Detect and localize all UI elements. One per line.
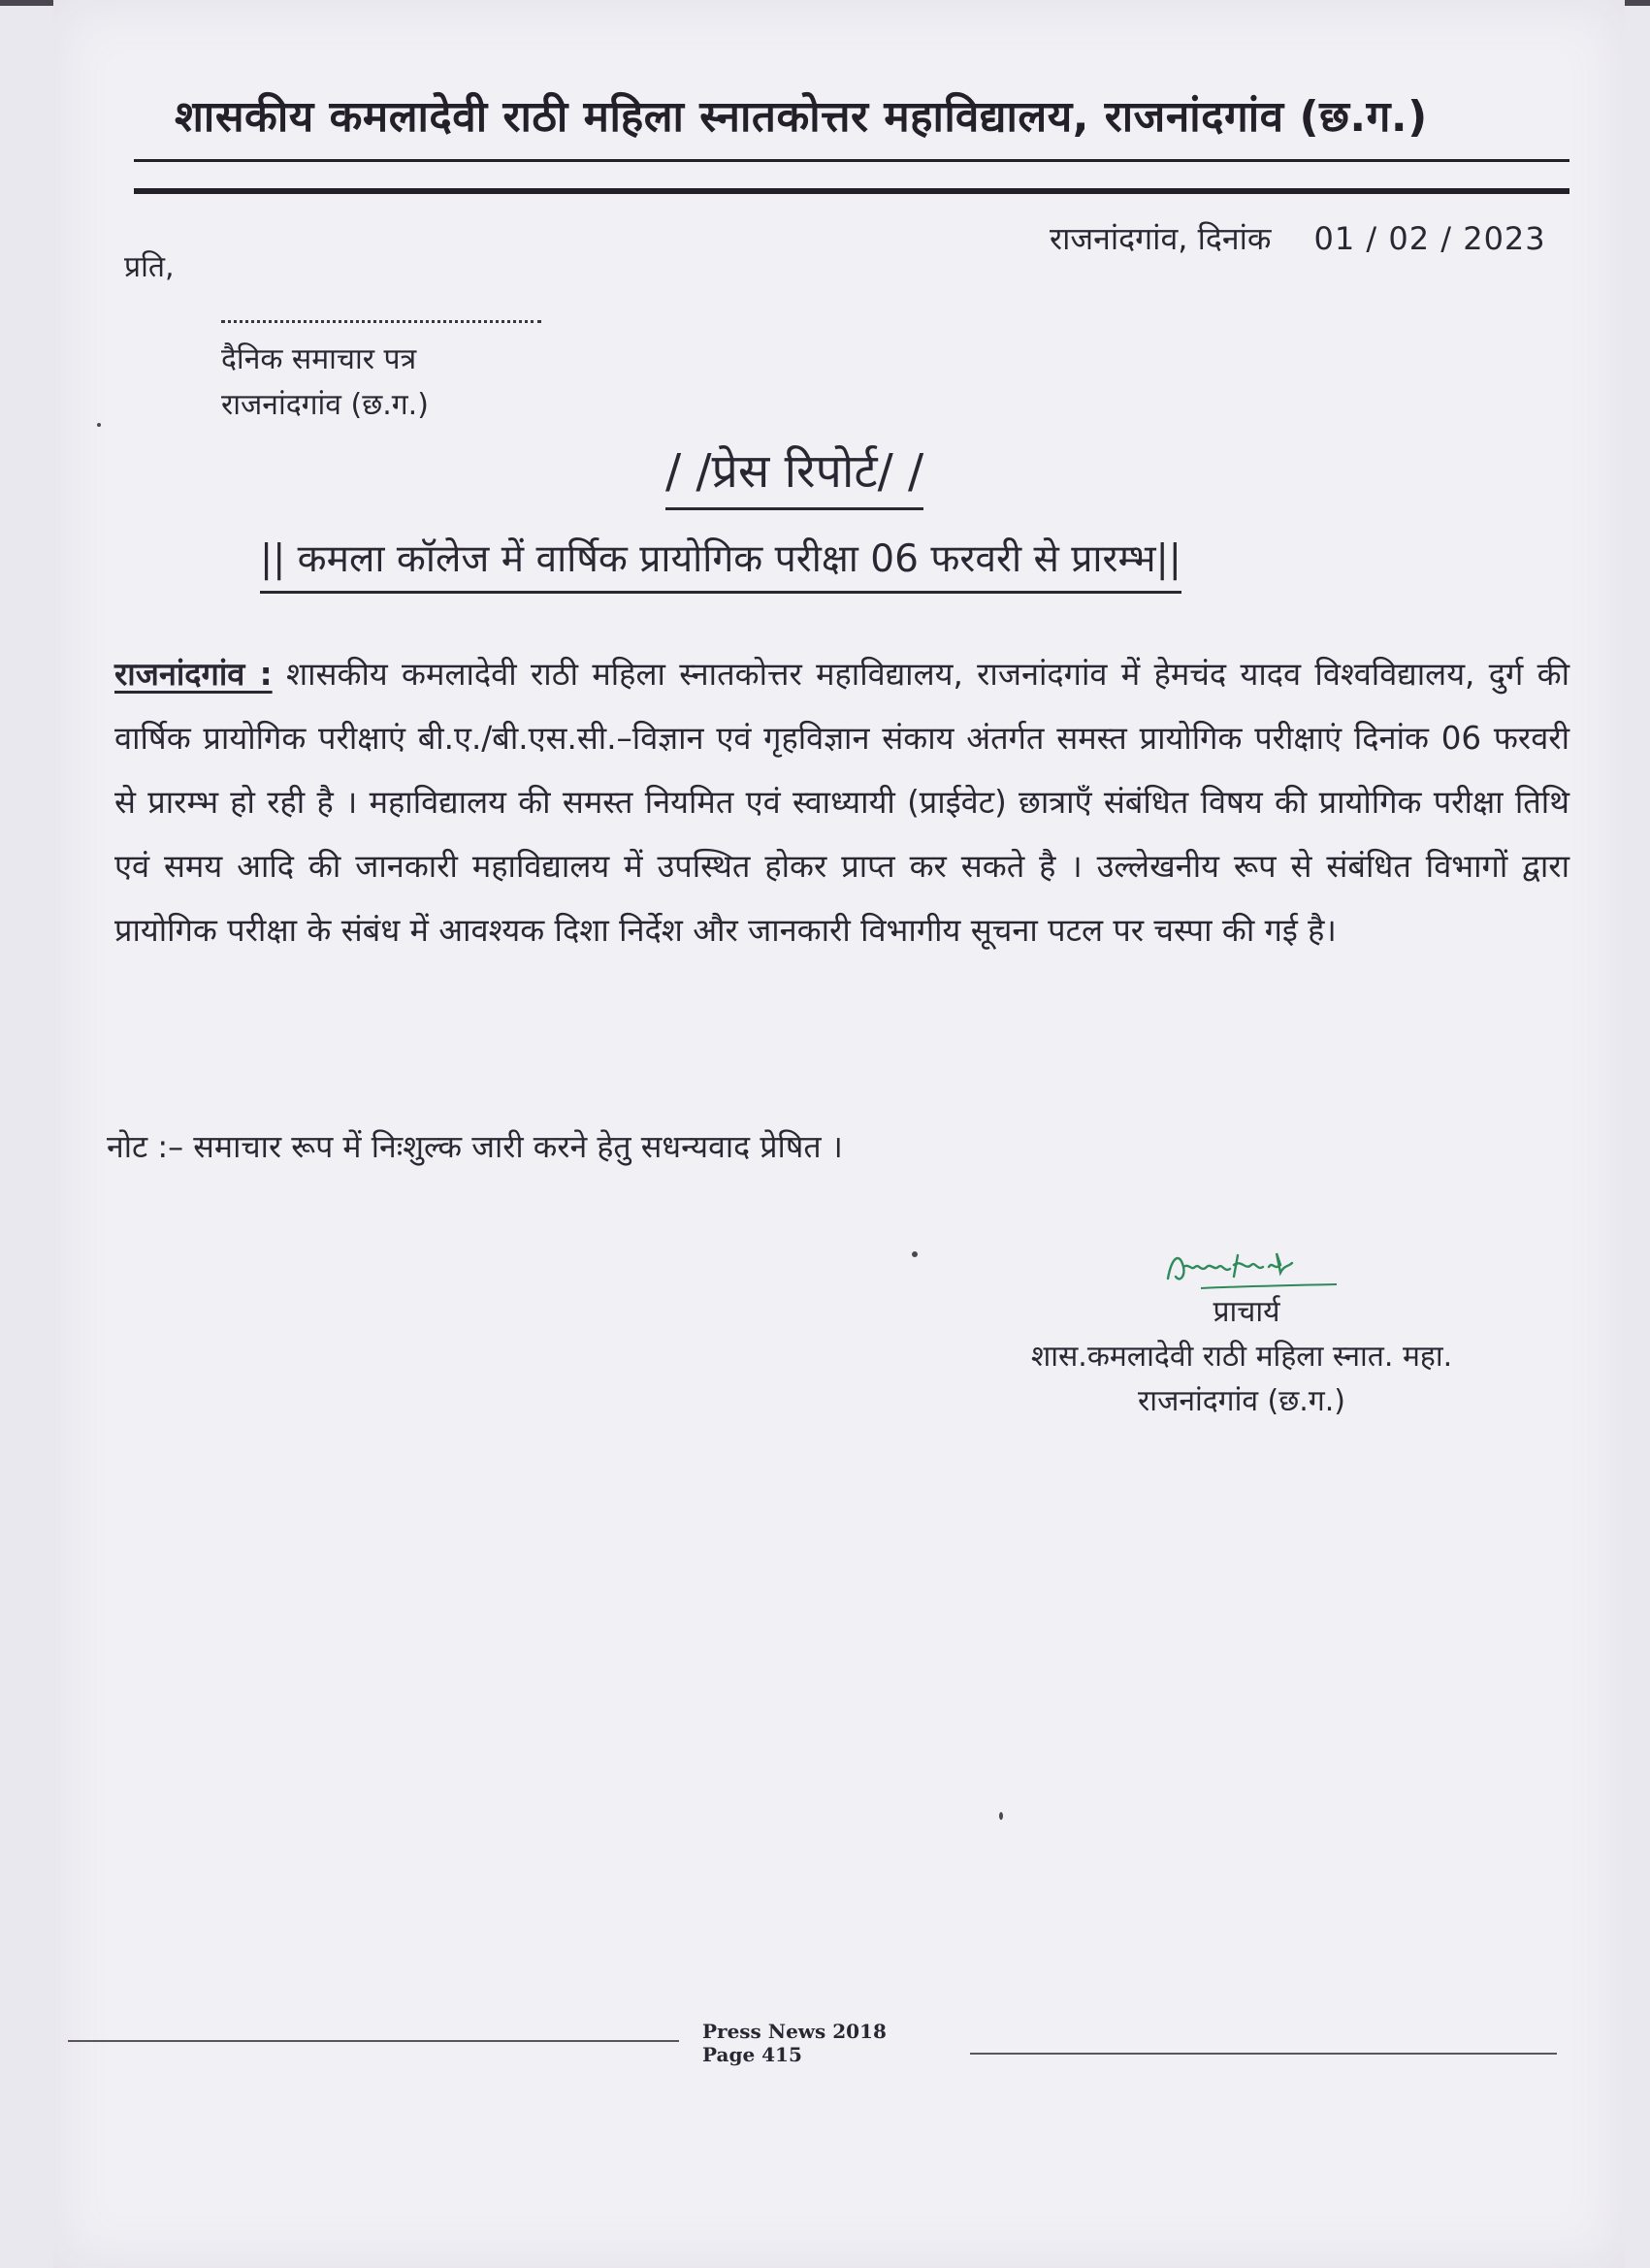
recipient-blank-line bbox=[221, 301, 541, 323]
footer-rule-right bbox=[970, 2053, 1557, 2055]
recipient-line-1: दैनिक समाचार पत्र bbox=[221, 342, 417, 376]
document-title: / /प्रेस रिपोर्ट/ / bbox=[665, 438, 923, 510]
signatory-line-1: शास.कमलादेवी राठी महिला स्नात. महा. bbox=[1030, 1340, 1453, 1374]
salutation: प्रति, bbox=[124, 250, 175, 284]
body-text: शासकीय कमलादेवी राठी महिला स्नातकोत्तर महाविद्यालय, राजनांदगांव में हेमचंद यादव विश्वविद्यालय, दुर्ग की वार्षिक प्रायोगिक परीक्षाएं बी.ए./बी.एस.सी.–विज्ञान एवं गृहविज्ञान संकाय अंतर्गत समस्त प्रायोगिक परीक्षाएं दिनांक 06 फरवरी से प्रारम्भ हो रही है । महाविद्यालय की समस्त नियमित एवं स्वाध्यायी (प्राईवेट) छात्राएँ संबंधित विषय की प्रायोगिक परीक्षा तिथि एवं समय आदि की जानकारी महाविद्यालय में उपस्थित होकर प्राप्त कर सकते है । उल्लेखनीय रूप से संबंधित विभागों द्वारा प्रायोगिक परीक्षा के संबंध में आवश्यक दिशा निर्देश और जानकारी विभागीय सूचना पटल पर चस्पा की गई है। bbox=[114, 656, 1569, 949]
letterhead-title: शासकीय कमलादेवी राठी महिला स्नातकोत्तर महाविद्यालय, राजनांदगांव (छ.ग.) bbox=[175, 92, 1428, 142]
scan-speck bbox=[999, 1812, 1003, 1820]
signatory-line-2: राजनांदगांव (छ.ग.) bbox=[1138, 1384, 1345, 1418]
signature-scribble bbox=[1162, 1238, 1356, 1296]
scan-speck bbox=[97, 423, 101, 427]
scan-speck bbox=[912, 1251, 918, 1257]
letterhead-rule-thin bbox=[134, 159, 1569, 162]
signatory-block bbox=[970, 1290, 1513, 1424]
footer-page-label: Press News 2018 Page 415 bbox=[702, 2020, 887, 2066]
note-line: नोट :– समाचार रूप में निःशुल्क जारी करने हेतु सधन्यवाद प्रेषित । bbox=[107, 1128, 843, 1165]
document-subtitle: || कमला कॉलेज में वार्षिक प्रायोगिक परीक्षा 06 फरवरी से प्रारम्भ|| bbox=[260, 532, 1181, 594]
footer-rule-left bbox=[68, 2040, 679, 2042]
letterhead-rule-thick bbox=[134, 188, 1569, 194]
body-paragraph bbox=[114, 642, 1569, 962]
dateline bbox=[1050, 217, 1546, 259]
signatory-role: प्राचार्य bbox=[1213, 1295, 1280, 1329]
dateline-date: 01 / 02 / 2023 bbox=[1313, 220, 1546, 257]
body-place: राजनांदगांव : bbox=[114, 656, 273, 693]
dateline-label: राजनांदगांव, दिनांक bbox=[1050, 220, 1272, 257]
recipient-line-2: राजनांदगांव (छ.ग.) bbox=[221, 388, 429, 422]
